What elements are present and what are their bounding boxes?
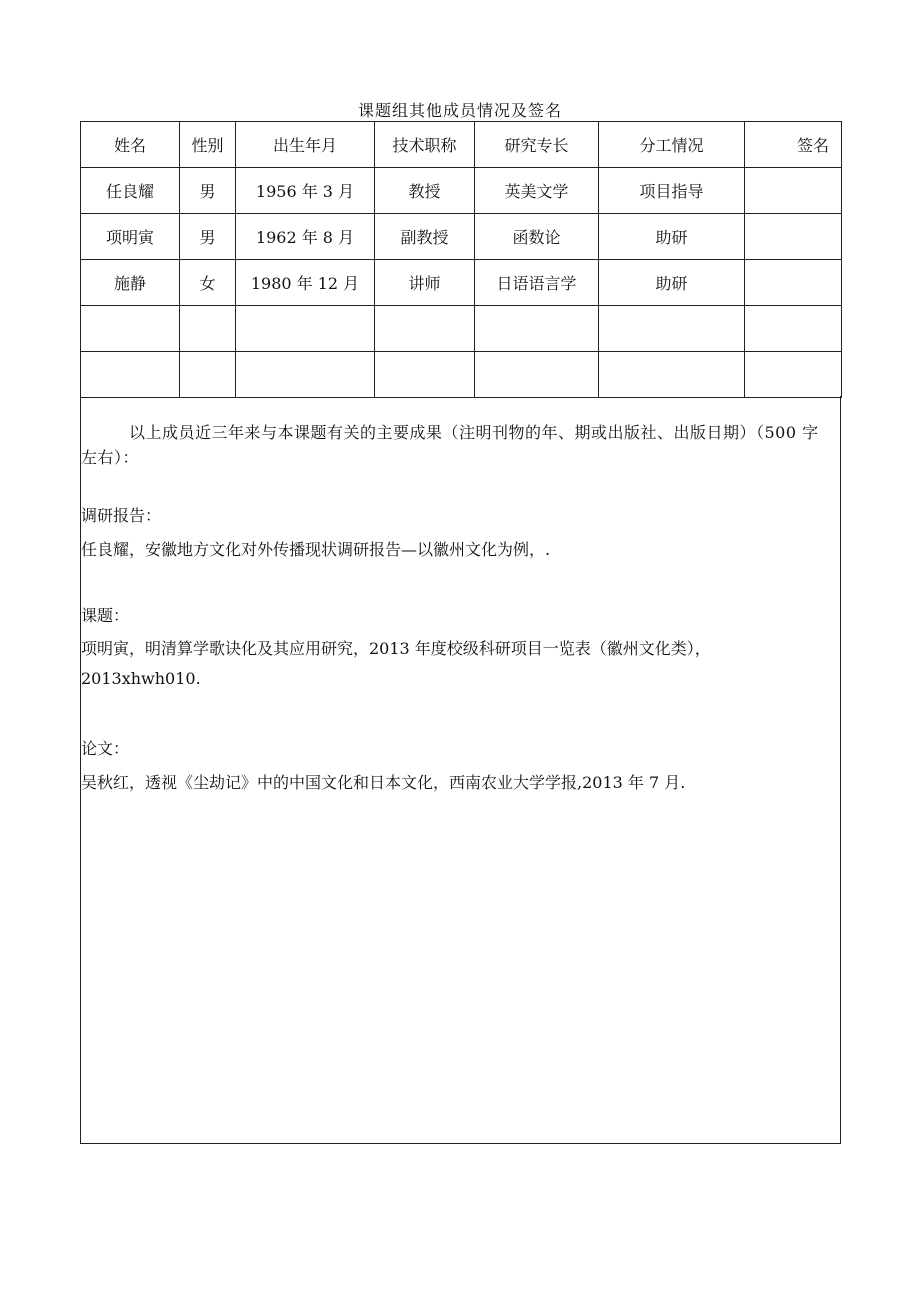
page-title: 课题组其他成员情况及签名 bbox=[357, 101, 562, 120]
table-row bbox=[81, 306, 842, 352]
report-heading: 调研报告： bbox=[81, 506, 162, 525]
cell-title: 教授 bbox=[375, 168, 475, 214]
cell-signature bbox=[745, 352, 842, 398]
cell-birth: 1962 年 8 月 bbox=[236, 214, 375, 260]
results-intro: 以上成员近三年来与本课题有关的主要成果（注明刊物的年、期或出版社、出版日期）（500 字左右）： bbox=[81, 423, 819, 467]
cell-name: 任良耀 bbox=[81, 168, 180, 214]
cell-specialty: 英美文学 bbox=[475, 168, 599, 214]
cell-role: 助研 bbox=[599, 214, 745, 260]
table-row bbox=[81, 260, 842, 306]
cell-signature bbox=[745, 214, 842, 260]
cell-title bbox=[375, 306, 475, 352]
header-name: 姓名 bbox=[81, 122, 180, 168]
cell-gender bbox=[180, 352, 236, 398]
header-role: 分工情况 bbox=[599, 122, 745, 168]
cell-birth bbox=[236, 306, 375, 352]
project-heading: 课题： bbox=[81, 606, 130, 625]
project-item-line1: 项明寅，明清算学歌诀化及其应用研究，2013 年度校级科研项目一览表（徽州文化类）， bbox=[81, 639, 711, 658]
header-birth: 出生年月 bbox=[236, 122, 375, 168]
project-item-line2: 2013xhwh010. bbox=[81, 669, 201, 688]
cell-name: 施静 bbox=[81, 260, 180, 306]
cell-specialty bbox=[475, 306, 599, 352]
cell-role bbox=[599, 306, 745, 352]
cell-role bbox=[599, 352, 745, 398]
table-row bbox=[81, 214, 842, 260]
results-section bbox=[80, 396, 841, 1144]
cell-title: 讲师 bbox=[375, 260, 475, 306]
table-row bbox=[81, 168, 842, 214]
cell-signature bbox=[745, 168, 842, 214]
cell-birth: 1956 年 3 月 bbox=[236, 168, 375, 214]
cell-gender bbox=[180, 306, 236, 352]
cell-gender: 男 bbox=[180, 168, 236, 214]
cell-birth: 1980 年 12 月 bbox=[236, 260, 375, 306]
table-header-row bbox=[81, 122, 842, 168]
paper-heading: 论文： bbox=[81, 739, 130, 758]
members-table bbox=[80, 121, 842, 398]
cell-signature bbox=[745, 260, 842, 306]
cell-signature bbox=[745, 306, 842, 352]
cell-title: 副教授 bbox=[375, 214, 475, 260]
cell-role: 助研 bbox=[599, 260, 745, 306]
table-row bbox=[81, 352, 842, 398]
paper-item: 吴秋红，透视《尘劫记》中的中国文化和日本文化，西南农业大学学报,2013 年 7 月. bbox=[81, 773, 686, 792]
cell-gender: 男 bbox=[180, 214, 236, 260]
report-item: 任良耀，安徽地方文化对外传播现状调研报告—以徽州文化为例，. bbox=[81, 540, 551, 559]
cell-name: 项明寅 bbox=[81, 214, 180, 260]
cell-specialty: 日语语言学 bbox=[475, 260, 599, 306]
cell-role: 项目指导 bbox=[599, 168, 745, 214]
cell-birth bbox=[236, 352, 375, 398]
header-specialty: 研究专长 bbox=[475, 122, 599, 168]
cell-gender: 女 bbox=[180, 260, 236, 306]
cell-specialty bbox=[475, 352, 599, 398]
cell-title bbox=[375, 352, 475, 398]
cell-name bbox=[81, 352, 180, 398]
cell-name bbox=[81, 306, 180, 352]
header-signature: 签名 bbox=[745, 122, 842, 168]
cell-specialty: 函数论 bbox=[475, 214, 599, 260]
header-gender: 性别 bbox=[180, 122, 236, 168]
header-title: 技术职称 bbox=[375, 122, 475, 168]
